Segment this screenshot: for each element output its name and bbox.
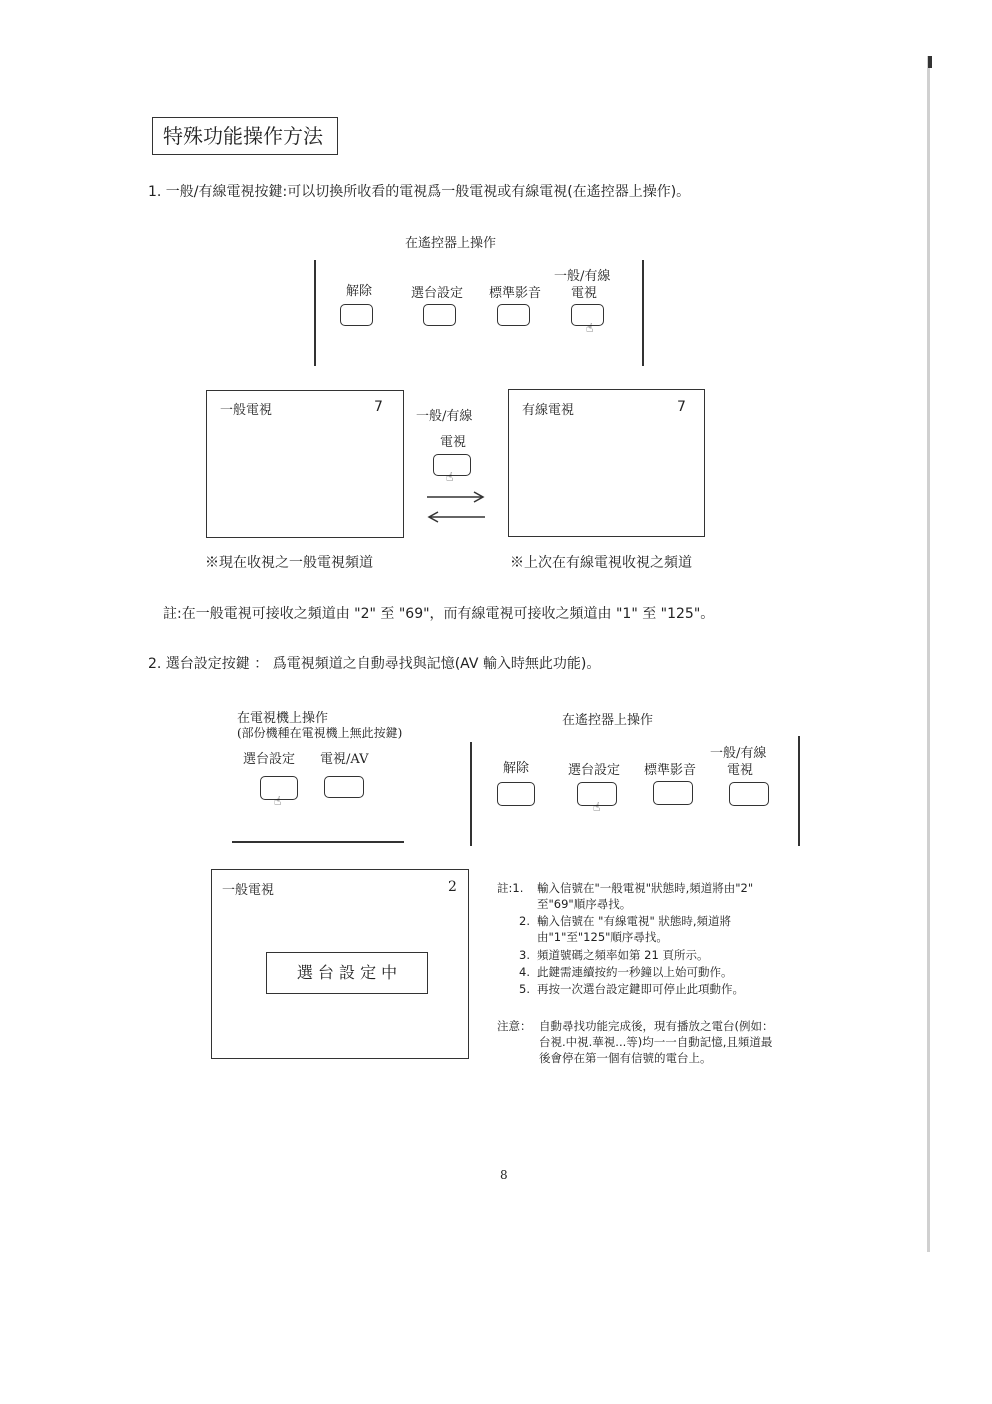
switch-button-label-1: 一般/有線 bbox=[416, 409, 473, 424]
tv-av-button[interactable] bbox=[324, 776, 364, 798]
page-edge-shadow bbox=[927, 56, 930, 1252]
pointing-hand-icon: ☝ bbox=[274, 794, 282, 808]
remote2-standard-button[interactable] bbox=[653, 781, 693, 805]
note-number: 3. bbox=[519, 948, 530, 962]
tv-operation-sublabel: (部份機種在電視機上無此按鍵) bbox=[237, 726, 403, 740]
tuning-button[interactable] bbox=[423, 304, 456, 326]
tv-panel-baseline bbox=[232, 841, 404, 843]
pointing-hand-icon: ☝ bbox=[446, 470, 454, 484]
page-number: 8 bbox=[500, 1168, 508, 1182]
clear-button[interactable] bbox=[340, 304, 373, 326]
cable-tv-channel: 7 bbox=[677, 399, 686, 415]
pointing-hand-icon: ☝ bbox=[593, 800, 601, 814]
note-number: 5. bbox=[519, 982, 530, 996]
note-text: 再按一次選台設定鍵即可停止此項動作。 bbox=[537, 982, 744, 996]
standard-button-label: 標準影音 bbox=[489, 286, 542, 301]
section2-remote-label: 在遙控器上操作 bbox=[562, 713, 654, 728]
cable-tv-caption: ※上次在有線電視收視之頻道 bbox=[510, 555, 692, 571]
tv-av-button-label: 電視/AV bbox=[320, 752, 369, 767]
tuning-status-box: 選 台 設 定 中 bbox=[266, 952, 428, 994]
clear-button-label: 解除 bbox=[346, 284, 373, 299]
pointing-hand-icon: ☝ bbox=[586, 321, 594, 335]
remote2-clear-label: 解除 bbox=[503, 761, 530, 776]
note-text: 輸入信號在"一般電視"狀態時,頻道將由"2" 至"69"順序尋找。 bbox=[537, 881, 754, 911]
note-number: 2. bbox=[519, 914, 530, 928]
caution-text: 自動尋找功能完成後，現有播放之電台(例如：台視.中視.華視...等)均一一自動記憶,且頻道最後會停在第一個有信號的電台上。 bbox=[539, 1019, 774, 1065]
general-cable-button-label-1: 一般/有線 bbox=[554, 269, 611, 284]
remote2-general-cable-label-1: 一般/有線 bbox=[710, 746, 767, 761]
cable-tv-screen-label: 有線電視 bbox=[522, 403, 575, 418]
remote2-panel-right-border bbox=[798, 736, 800, 846]
tv-operation-label: 在電視機上操作 bbox=[237, 711, 329, 726]
tv-tuning-button-label: 選台設定 bbox=[243, 752, 296, 767]
page-edge-mark bbox=[928, 56, 932, 68]
tuning-screen-label: 一般電視 bbox=[222, 883, 275, 898]
page-title: 特殊功能操作方法 bbox=[152, 117, 338, 155]
note-number: 4. bbox=[519, 965, 530, 979]
remote2-panel-left-border bbox=[470, 742, 472, 846]
remote2-general-cable-label-2: 電視 bbox=[727, 763, 754, 778]
section1-note: 註:在一般電視可接收之頻道由 "2" 至 "69"，而有線電視可接收之頻道由 "1" 至 "125"。 bbox=[163, 606, 715, 622]
section1-remote-label: 在遙控器上操作 bbox=[405, 236, 497, 251]
note-number: 註:1. bbox=[497, 881, 524, 895]
section2-heading: 2. 選台設定按鍵 ： 爲電視頻道之自動尋找與記憶(AV 輸入時無此功能)。 bbox=[148, 656, 601, 672]
general-tv-caption: ※現在收視之一般電視頻道 bbox=[205, 555, 373, 571]
standard-button[interactable] bbox=[497, 304, 530, 326]
note-text: 此鍵需連續按約一秒鐘以上始可動作。 bbox=[537, 965, 733, 979]
switch-button-label-2: 電視 bbox=[440, 435, 467, 450]
switch-arrows-icon bbox=[424, 486, 488, 524]
general-tv-screen-label: 一般電視 bbox=[220, 403, 273, 418]
remote2-clear-button[interactable] bbox=[497, 782, 535, 806]
remote-panel-left-border bbox=[314, 260, 316, 366]
tuning-button-label: 選台設定 bbox=[411, 286, 464, 301]
section1-heading: 1. 一般/有線電視按鍵:可以切換所收看的電視爲一般電視或有線電視(在遙控器上操作)。 bbox=[148, 184, 691, 200]
note-text: 輸入信號在 "有線電視" 狀態時,頻道將由"1"至"125"順序尋找。 bbox=[537, 914, 732, 944]
remote-panel-right-border bbox=[642, 260, 644, 366]
caution-label: 注意： bbox=[497, 1019, 532, 1033]
note-text: 頻道號碼之頻率如第 21 頁所示。 bbox=[537, 948, 709, 962]
remote2-tuning-label: 選台設定 bbox=[568, 763, 621, 778]
remote2-general-cable-button[interactable] bbox=[729, 782, 769, 806]
general-cable-button-label-2: 電視 bbox=[571, 286, 598, 301]
remote2-standard-label: 標準影音 bbox=[644, 763, 697, 778]
tuning-screen-channel: 2 bbox=[448, 879, 457, 895]
general-tv-channel: 7 bbox=[374, 399, 383, 415]
